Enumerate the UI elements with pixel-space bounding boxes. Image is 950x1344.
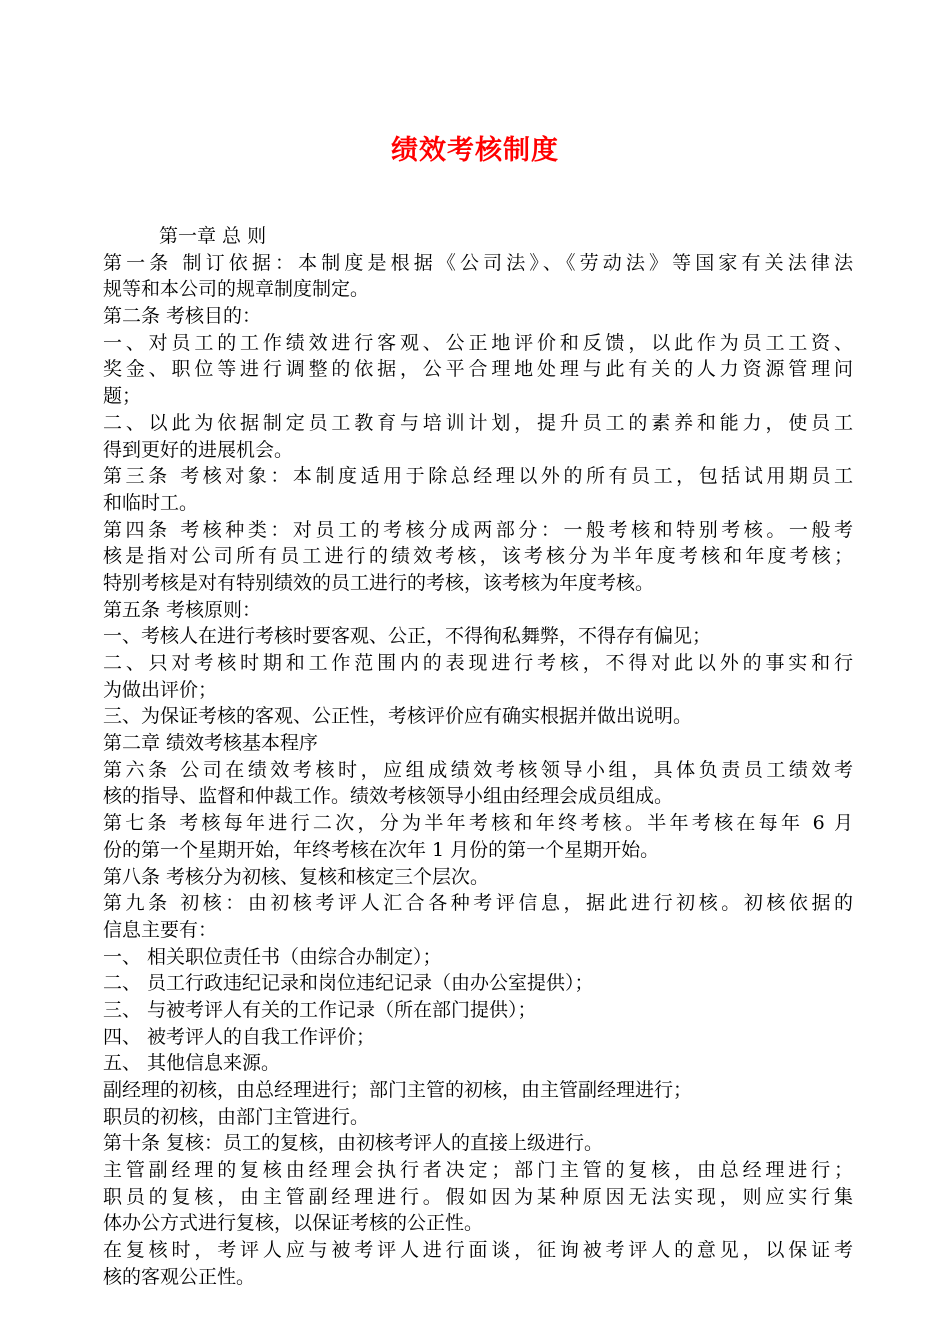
chapter-heading: 第二章 绩效考核基本程序 [103, 732, 319, 755]
text-line: 得到更好的进展机会。 [103, 438, 294, 461]
text-line: 信息主要有： [103, 918, 218, 941]
text-line: 和临时工。 [103, 491, 199, 514]
document-title: 绩效考核制度 [391, 135, 559, 166]
text-line: 核的客观公正性。 [103, 1265, 256, 1288]
text-line: 职员的复核，由主管副经理进行。假如因为某种原因无法实现，则应实行集 [103, 1185, 853, 1208]
text-line: 第八条 考核分为初核、复核和核定三个层次。 [103, 865, 490, 888]
text-line: 核是指对公司所有员工进行的绩效考核，该考核分为半年度考核和年度考核； [103, 545, 853, 568]
text-line: 一、对员工的工作绩效进行客观、公正地评价和反馈，以此作为员工工资、 [103, 331, 853, 354]
text-line: 第九条 初核：由初核考评人汇合各种考评信息，据此进行初核。初核依据的 [103, 892, 853, 915]
text-line: 奖金、职位等进行调整的依据，公平合理地处理与此有关的人力资源管理问 [103, 358, 853, 381]
text-line: 第五条 考核原则： [103, 598, 262, 621]
text-line: 职员的初核，由部门主管进行。 [103, 1105, 370, 1128]
text-line: 第七条 考核每年进行二次，分为半年考核和年终考核。半年考核在每年 6 月 [103, 812, 853, 835]
list-item: 一、 相关职位责任书（由综合办制定）； [103, 945, 442, 968]
text-line: 规等和本公司的规章制度制定。 [103, 278, 370, 301]
text-line: 一、考核人在进行考核时要客观、公正，不得徇私舞弊，不得存有偏见； [103, 625, 712, 648]
text-line: 份的第一个星期开始，年终考核在次年 1 月份的第一个星期开始。 [103, 838, 660, 861]
chapter-heading: 第一章 总 则 [159, 225, 267, 247]
list-item: 五、 其他信息来源。 [103, 1052, 281, 1075]
text-line: 主管副经理的复核由经理会执行者决定；部门主管的复核，由总经理进行； [103, 1159, 853, 1182]
text-line: 第十条 复核：员工的复核，由初核考评人的直接上级进行。 [103, 1132, 604, 1155]
text-line: 第一条 制订依据：本制度是根据《公司法》、《劳动法》等国家有关法律法 [103, 251, 853, 274]
text-line: 核的指导、监督和仲裁工作。绩效考核领导小组由经理会成员组成。 [103, 785, 674, 808]
text-line: 副经理的初核，由总经理进行；部门主管的初核，由主管副经理进行； [103, 1079, 693, 1101]
text-line: 体办公方式进行复核，以保证考核的公正性。 [103, 1212, 484, 1235]
list-item: 二、 员工行政违纪记录和岗位违纪记录（由办公室提供）； [103, 972, 594, 995]
text-line: 第四条 考核种类：对员工的考核分成两部分：一般考核和特别考核。一般考 [103, 518, 853, 541]
text-line: 三、为保证考核的客观、公正性，考核评价应有确实根据并做出说明。 [103, 705, 693, 728]
list-item: 四、 被考评人的自我工作评价； [103, 1025, 376, 1048]
text-line: 第三条 考核对象：本制度适用于除总经理以外的所有员工，包括试用期员工 [103, 465, 853, 488]
text-line: 二、只对考核时期和工作范围内的表现进行考核，不得对此以外的事实和行 [103, 652, 853, 674]
text-line: 特别考核是对有特别绩效的员工进行的考核，该考核为年度考核。 [103, 571, 655, 594]
list-item: 三、 与被考评人有关的工作记录（所在部门提供）； [103, 998, 537, 1021]
text-line: 第六条 公司在绩效考核时，应组成绩效考核领导小组，具体负责员工绩效考 [103, 758, 853, 781]
text-line: 第二条 考核目的： [103, 305, 262, 328]
text-line: 在复核时，考评人应与被考评人进行面谈，征询被考评人的意见，以保证考 [103, 1239, 853, 1262]
text-line: 题； [103, 385, 142, 408]
text-line: 为做出评价； [103, 678, 218, 701]
text-line: 二、以此为依据制定员工教育与培训计划，提升员工的素养和能力，使员工 [103, 411, 853, 434]
document-body [103, 223, 853, 1291]
